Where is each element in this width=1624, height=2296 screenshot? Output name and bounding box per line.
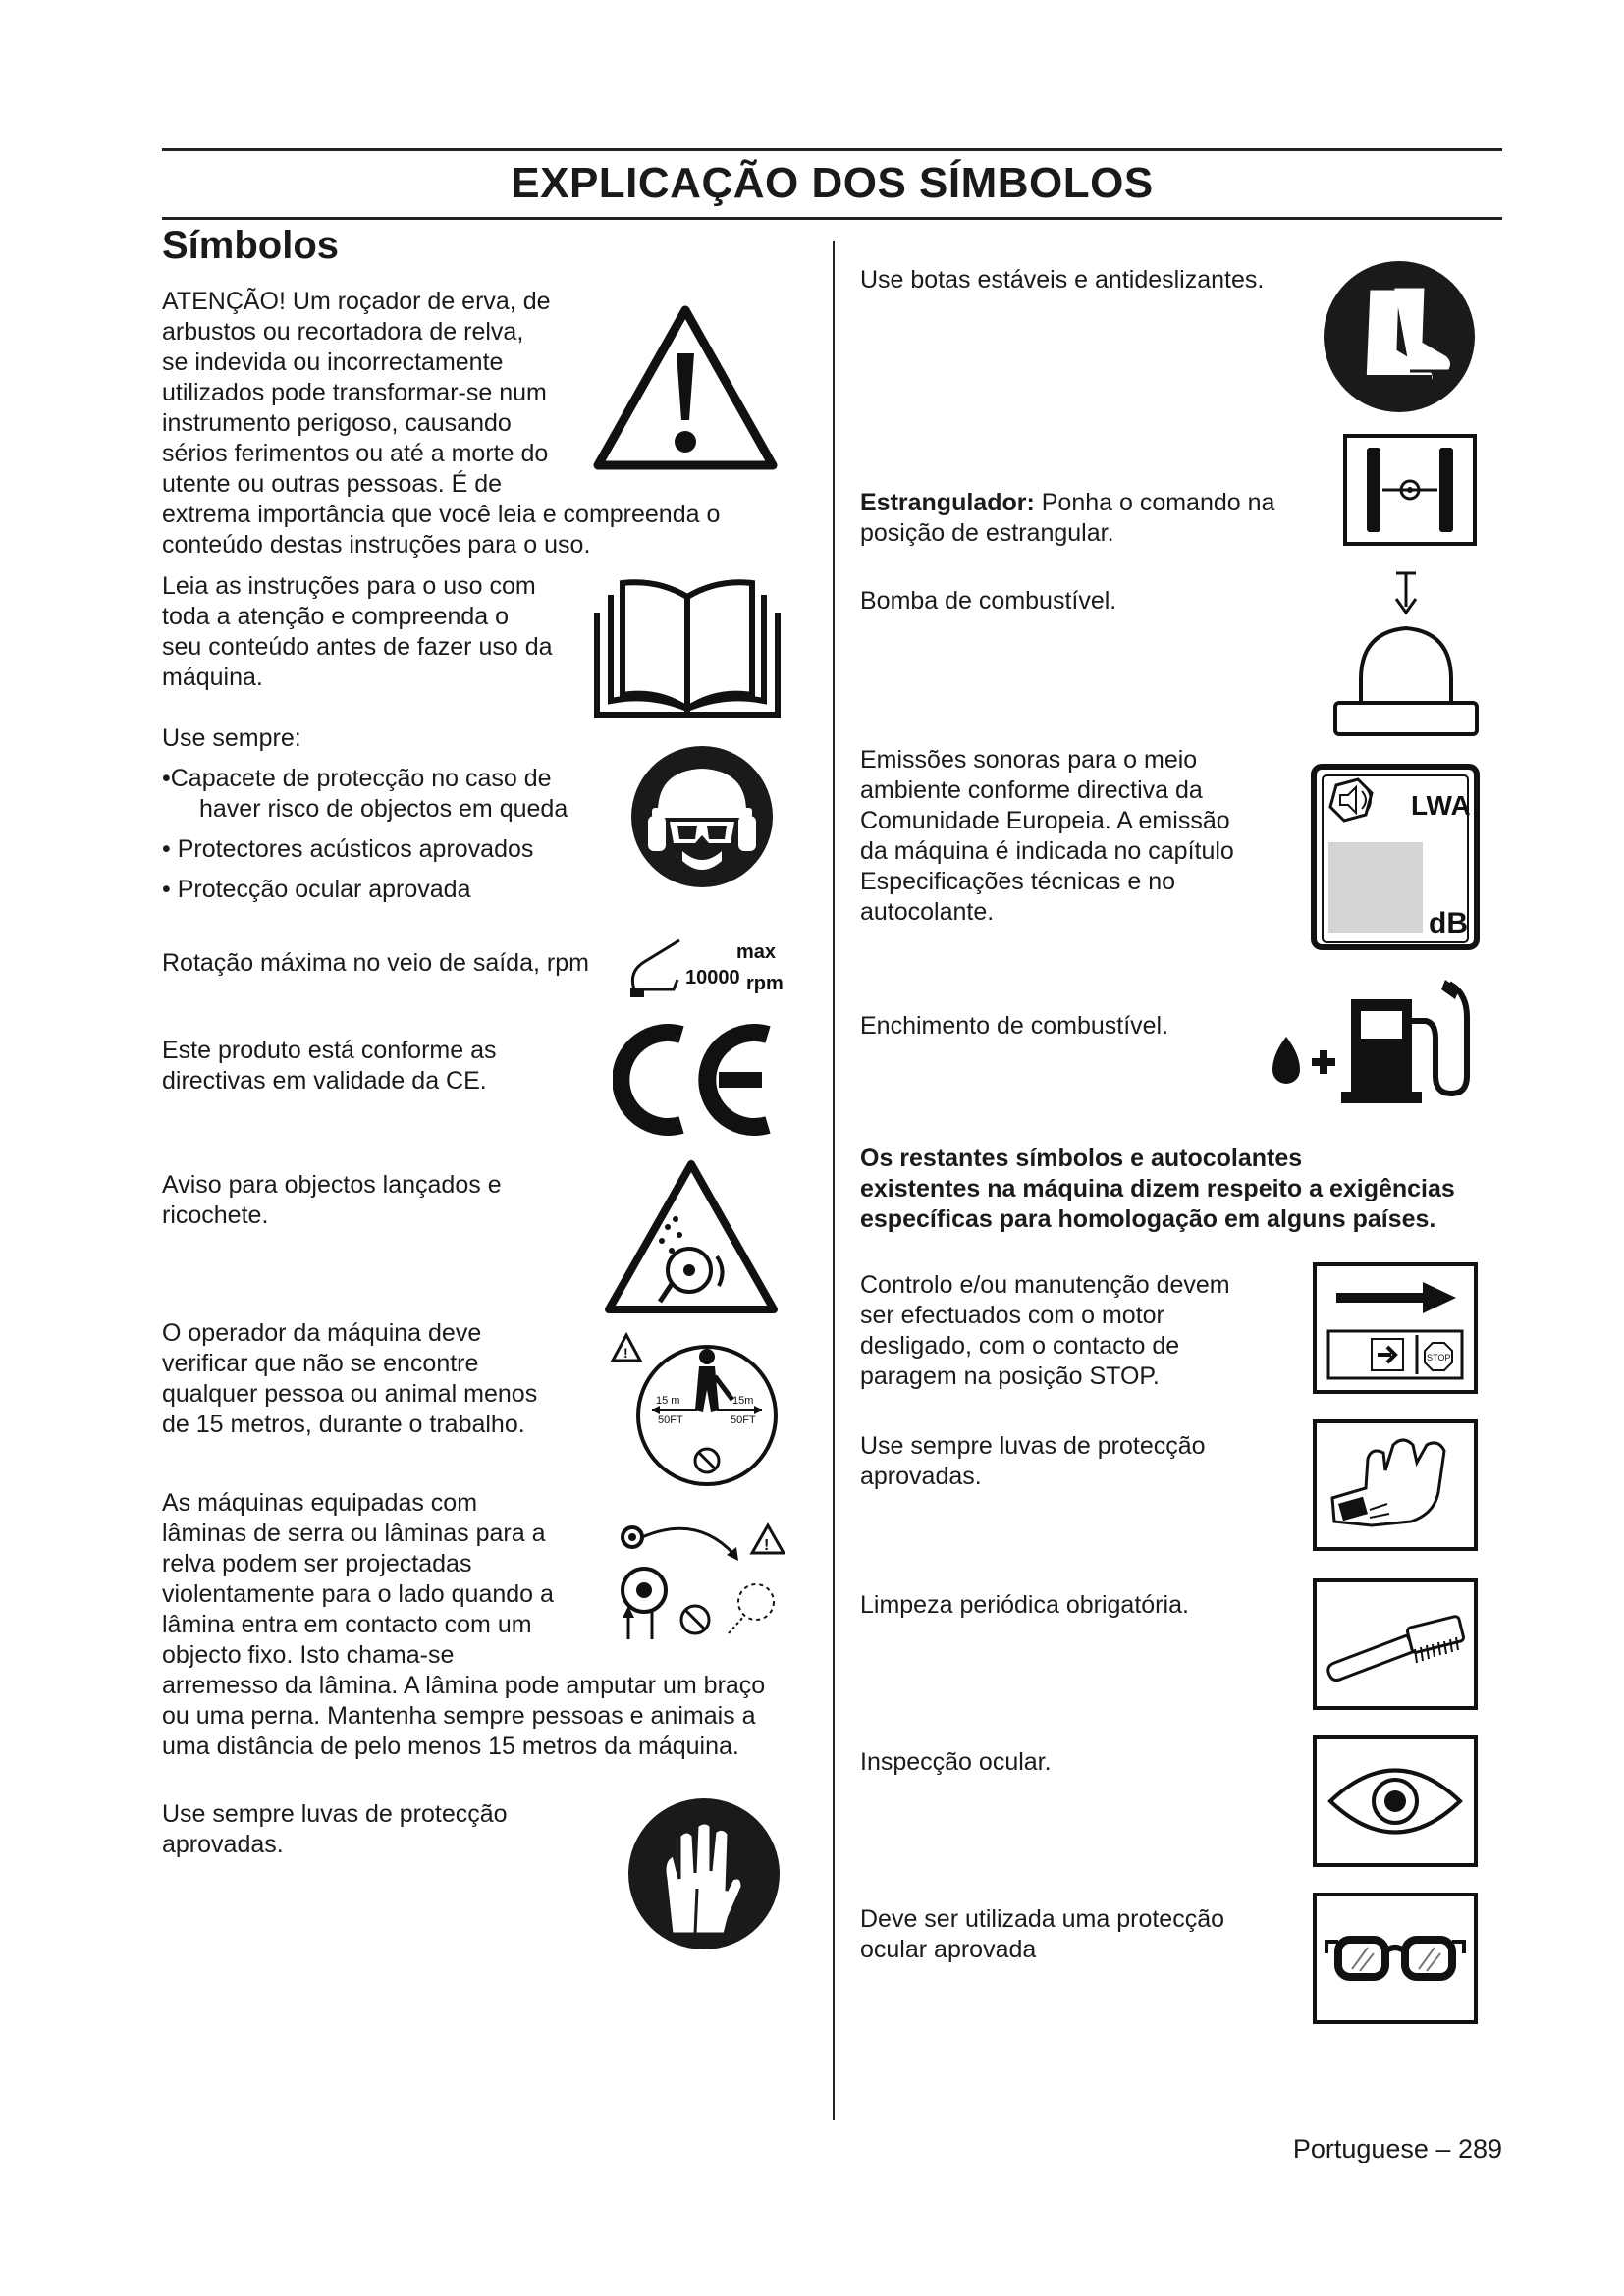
ce-text: Este produto está conforme as directivas em validade da CE. (162, 1037, 497, 1095)
safety-distance-text: O operador da máquina deve verificar que não se encontre qualquer pessoa ou animal menos de 15 metros, durante o trabalho. (162, 1319, 538, 1438)
gloves-icon (626, 1796, 782, 1951)
warning-triangle-icon (592, 304, 779, 471)
rpm-icon-unit: rpm (746, 973, 784, 994)
rpm-text: Rotação máxima no veio de saída, rpm (162, 949, 589, 977)
gloves-text: Use sempre luvas de protecção aprovadas. (162, 1800, 508, 1858)
noise-icon-lwa: LWA (1411, 790, 1471, 821)
refuel-icon (1267, 978, 1485, 1107)
boots-text: Use botas estáveis e antideslizantes. (860, 266, 1265, 294)
noise-icon-db: dB (1429, 907, 1468, 939)
blade-thrust-icon (609, 1518, 785, 1645)
eyewear-text: Deve ser utilizada uma protecção ocular aprovada (860, 1905, 1225, 1963)
ppe-text: Use sempre: •Capacete de protecção no caso de haver risco de objectos em queda • Protectores acústicos aprovados • Protecção ocular aprovada (162, 724, 568, 903)
boots-icon (1322, 259, 1477, 414)
open-book-icon (593, 577, 782, 724)
thrown-objects-warning-icon (603, 1158, 780, 1315)
warning-text: ATENÇÃO! Um roçador de erva, de arbustos ou recortadora de relva, se indevida ou incorrectamente utilizados pode transformar-se num instrumento perigoso, causando sérios ferimentos ou até a morte do utente ou outras pessoas. É de extrema importância que você leia e compreenda o conteúdo destas instruções para o uso. (162, 288, 721, 559)
sound-power-label-icon (1311, 764, 1480, 950)
rpm-icon-value: 10000 (685, 967, 740, 988)
safety-glasses-icon (1313, 1893, 1478, 2024)
inspection-text: Inspecção ocular. (860, 1748, 1052, 1776)
title-rule (162, 217, 1502, 220)
blade-thrust-text: As máquinas equipadas com lâminas de serra ou lâminas para a relva podem ser projectadas violentamente para o lado quando a lâmina entra em contacto com um objecto fixo. Isto chama-se arremesso da lâmina. A lâmina pode amputar um braço ou uma perna. Mantenha sempre pessoas e animais a uma distância de pelo menos 15 metros da máquina. (162, 1489, 766, 1760)
remaining-symbols-note: Os restantes símbolos e autocolantes existentes na máquina dizem respeito a exigências específicas para homologação em alguns países. (860, 1145, 1455, 1233)
thrown-objects-text: Aviso para objectos lançados e ricochete. (162, 1171, 502, 1229)
distance-icon-left-m: 15 m (656, 1395, 680, 1407)
top-rule (162, 148, 1502, 151)
primer-bulb-icon (1331, 569, 1481, 744)
svg-text:!: ! (764, 1537, 770, 1554)
work-glove-icon (1313, 1419, 1478, 1551)
choke-icon (1343, 434, 1477, 546)
choke-text: Estrangulador: Ponha o comando na posição de estrangular. (860, 489, 1275, 547)
distance-icon-left-ft: 50FT (658, 1415, 683, 1426)
brush-icon (1313, 1578, 1478, 1710)
stop-switch-icon (1313, 1262, 1478, 1394)
noise-emission-text: Emissões sonoras para o meio ambiente conforme directiva da Comunidade Europeia. A emissão da máquina é indicada no capítulo Especificações técnicas e no autocolante. (860, 746, 1234, 926)
cleaning-text: Limpeza periódica obrigatória. (860, 1591, 1189, 1619)
svg-text:!: ! (623, 1345, 628, 1361)
distance-icon-right-m: 15m (732, 1395, 754, 1407)
stop-maintenance-text: Controlo e/ou manutenção devem ser efectuados com o motor desligado, com o contacto de paragem na posição STOP. (860, 1271, 1230, 1390)
refuel-text: Enchimento de combustível. (860, 1012, 1169, 1040)
fuel-pump-text: Bomba de combustível. (860, 587, 1117, 614)
rpm-icon-max: max (736, 941, 777, 963)
manual-text: Leia as instruções para o uso com toda a atenção e compreenda o seu conteúdo antes de fazer uso da máquina. (162, 572, 553, 691)
eye-icon (1313, 1735, 1478, 1867)
safety-distance-icon (607, 1331, 784, 1488)
page-title: EXPLICAÇÃO DOS SÍMBOLOS (511, 159, 1154, 207)
max-rpm-icon (626, 933, 784, 1001)
ce-mark-icon (613, 1021, 780, 1139)
stop-icon-label: STOP (1427, 1353, 1451, 1362)
column-divider (833, 241, 835, 2120)
page-footer: Portuguese – 289 (1292, 2134, 1502, 2163)
helmet-earmuffs-goggles-icon (628, 743, 776, 890)
choke-label: Estrangulador: (860, 489, 1035, 516)
section-heading: Símbolos (162, 224, 340, 267)
distance-icon-right-ft: 50FT (731, 1415, 756, 1426)
gloves-text-2: Use sempre luvas de protecção aprovadas. (860, 1432, 1206, 1490)
